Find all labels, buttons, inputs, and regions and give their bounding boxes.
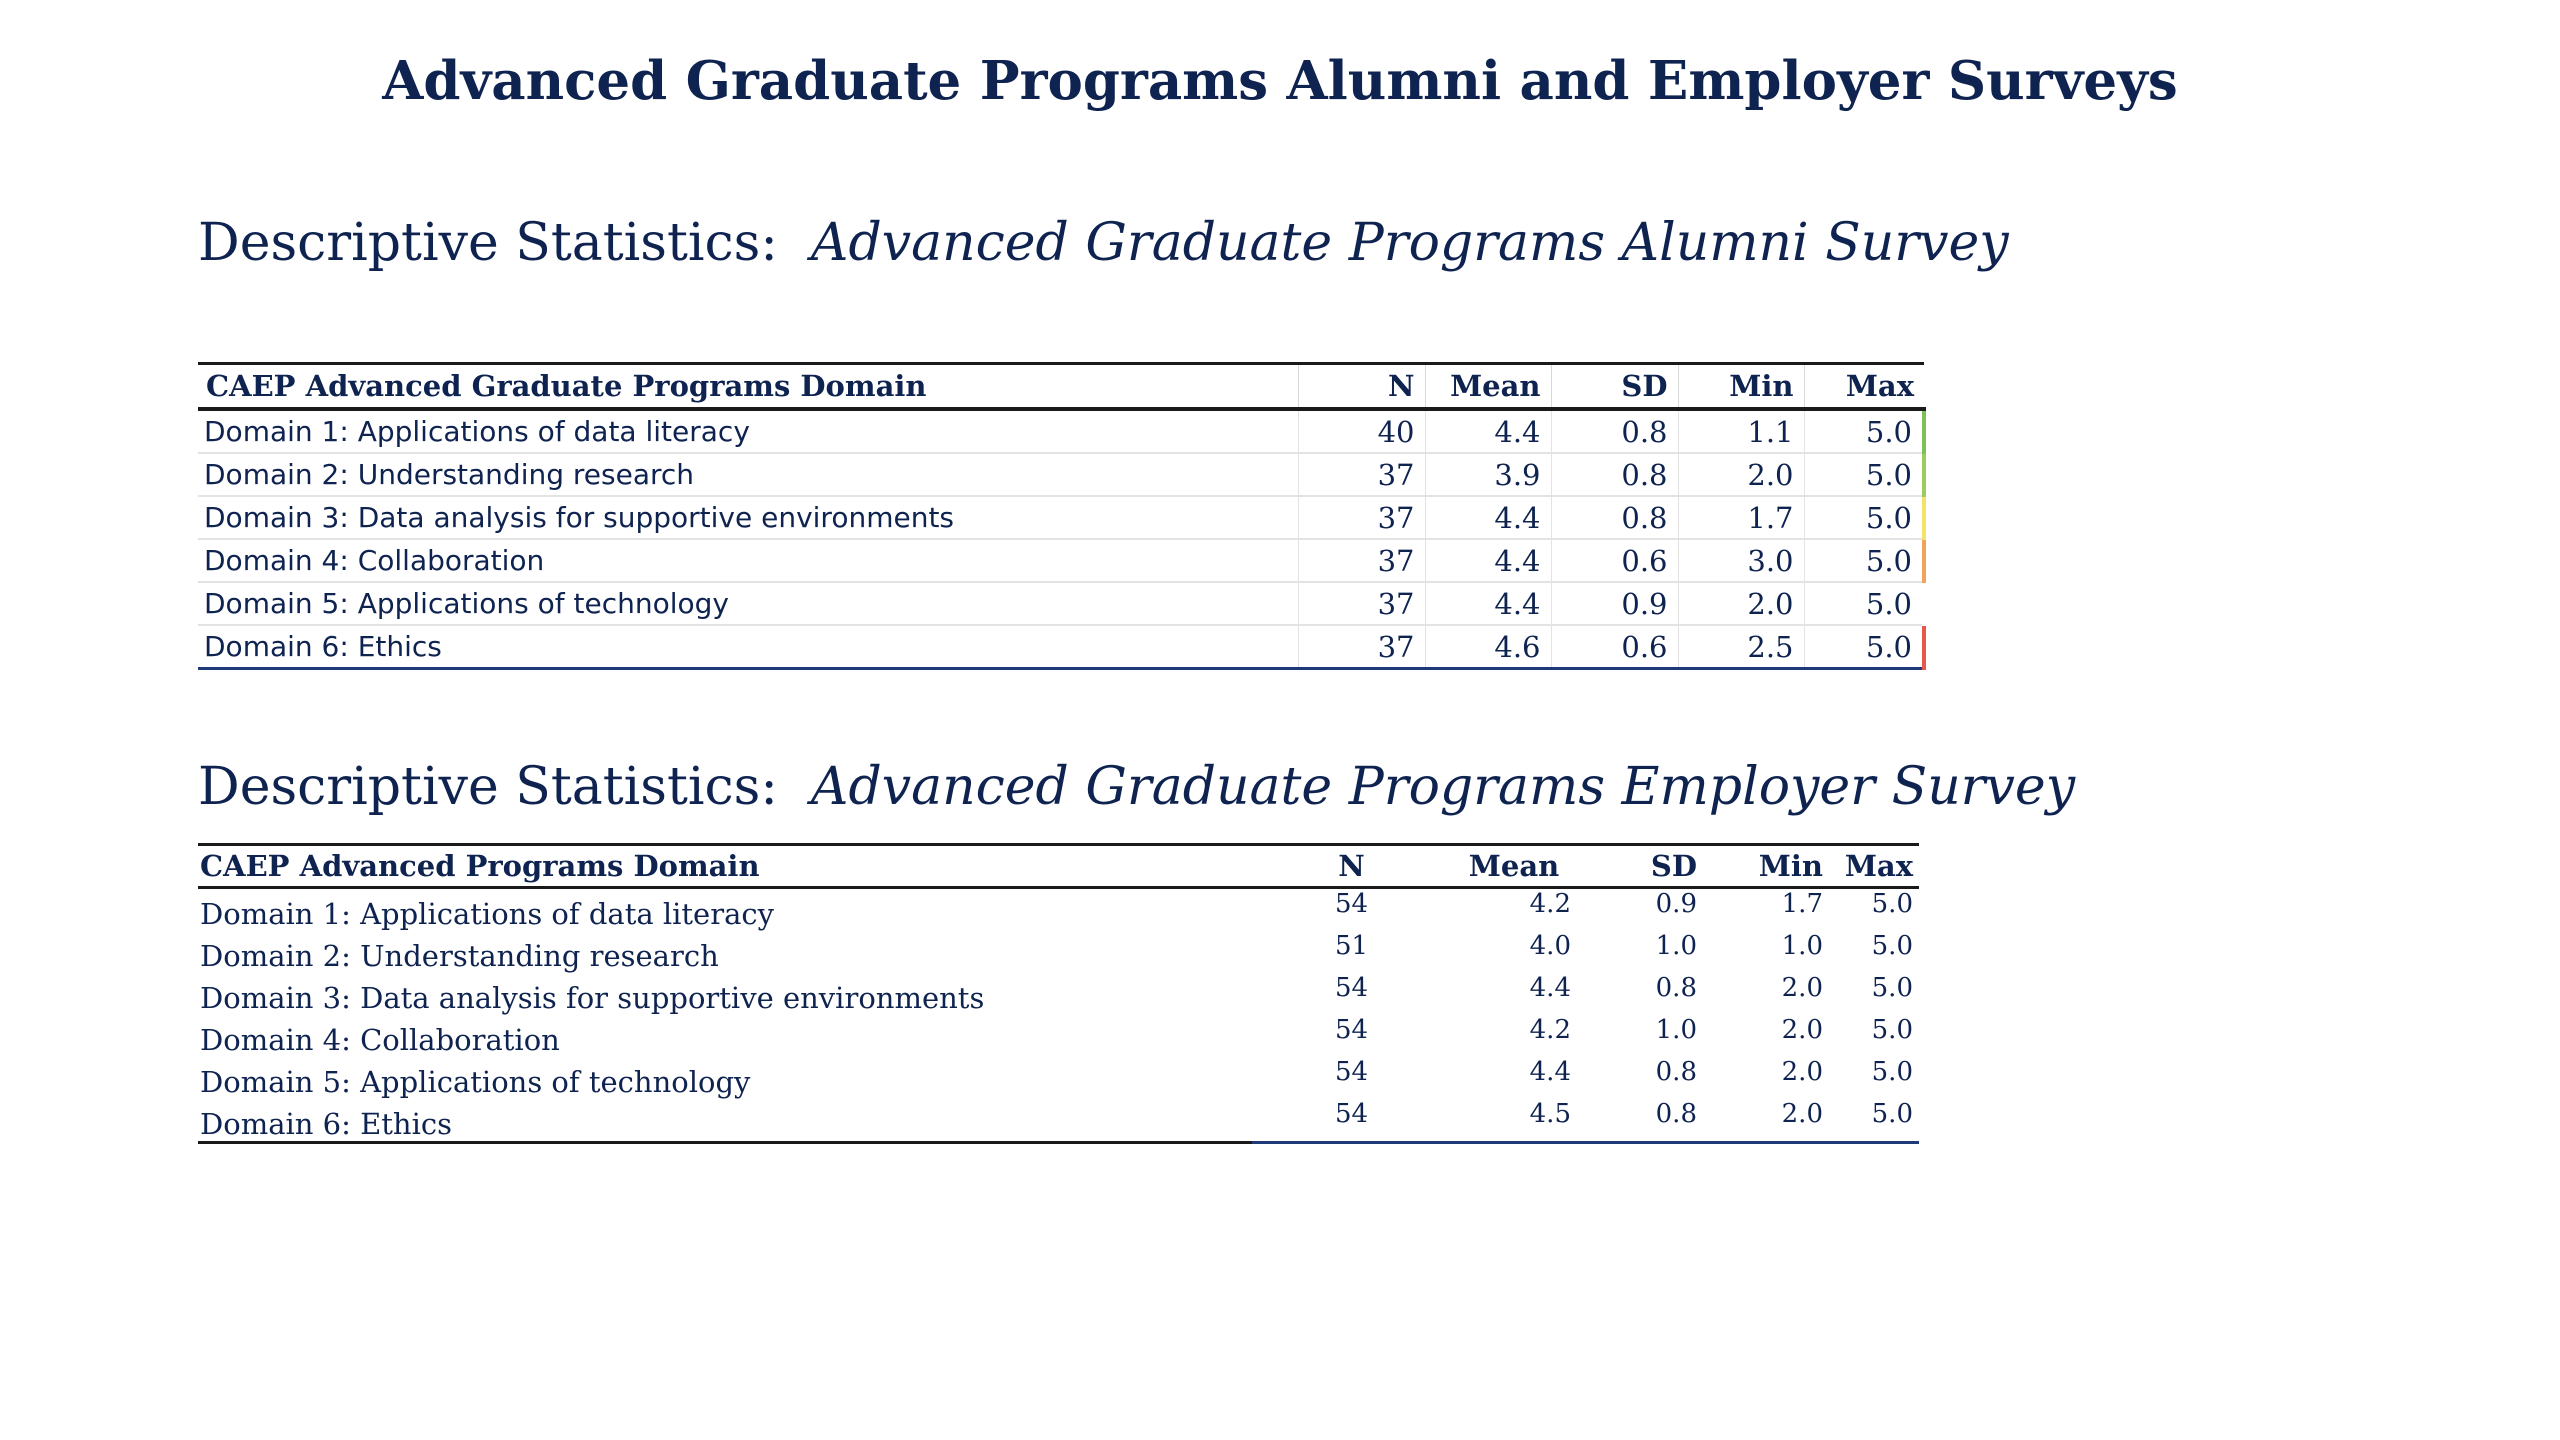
domain-cell: Domain 5: Applications of technology	[198, 582, 1298, 625]
min-cell: 2.0	[1781, 973, 1823, 1003]
table-header-row	[198, 364, 1924, 410]
table-row	[198, 453, 1924, 496]
n-cell: 54	[1334, 1015, 1369, 1045]
table-row	[198, 973, 1919, 1015]
mean-cell: 4.4	[1425, 496, 1551, 539]
n-cell: 54	[1252, 1099, 1451, 1143]
alumni-survey-name: Advanced Graduate Programs Alumni Survey	[810, 213, 2009, 273]
mean-cell: 4.6	[1425, 625, 1551, 669]
sd-cell: 0.6	[1551, 539, 1678, 582]
sd-cell: 0.8	[1655, 1057, 1697, 1087]
table-row	[198, 539, 1924, 582]
max-cell: 5.0	[1804, 453, 1924, 496]
n-cell: 54	[1334, 889, 1369, 919]
max-cell: 5.0	[1871, 889, 1913, 919]
column-header-mean: Mean	[1451, 845, 1577, 888]
domain-cell: Domain 6: Ethics	[198, 625, 1298, 669]
sd-cell: 0.8	[1577, 1099, 1703, 1143]
domain-cell: Domain 2: Understanding research	[200, 939, 719, 973]
employer-section-heading	[198, 757, 2075, 817]
min-cell: 2.5	[1678, 625, 1804, 669]
mean-cell: 4.5	[1451, 1099, 1577, 1143]
min-cell: 3.0	[1678, 539, 1804, 582]
mean-cell: 4.4	[1529, 973, 1571, 1003]
min-cell: 1.7	[1781, 889, 1823, 919]
domain-cell: Domain 1: Applications of data literacy	[200, 897, 774, 931]
min-cell: 2.0	[1678, 582, 1804, 625]
heading-prefix: Descriptive Statistics:	[198, 213, 778, 273]
domain-cell: Domain 3: Data analysis for supportive environments	[198, 496, 1298, 539]
n-cell: 54	[1334, 1057, 1369, 1087]
table-row	[198, 582, 1924, 625]
max-cell: 5.0	[1804, 625, 1924, 669]
n-cell: 37	[1298, 625, 1425, 669]
column-header-mean: Mean	[1425, 364, 1551, 410]
mean-cell: 4.2	[1529, 889, 1571, 919]
heading-prefix: Descriptive Statistics:	[198, 757, 778, 817]
min-cell: 1.1	[1678, 409, 1804, 453]
column-header-min: Min	[1678, 364, 1804, 410]
alumni-stats-table	[198, 362, 1926, 670]
column-header-max: Max	[1804, 364, 1924, 410]
column-header-sd: SD	[1551, 364, 1678, 410]
n-cell: 40	[1298, 409, 1425, 453]
domain-cell: Domain 2: Understanding research	[198, 453, 1298, 496]
mean-cell: 4.4	[1529, 1057, 1571, 1087]
table-row	[198, 888, 1919, 932]
min-cell: 1.0	[1781, 931, 1823, 961]
min-cell: 2.0	[1781, 1015, 1823, 1045]
min-cell: 2.0	[1678, 453, 1804, 496]
column-header-n: N	[1298, 364, 1425, 410]
table-row	[198, 1015, 1919, 1057]
mean-cell: 4.4	[1425, 582, 1551, 625]
column-header-sd: SD	[1577, 845, 1703, 888]
n-cell: 37	[1298, 496, 1425, 539]
sd-cell: 1.0	[1655, 931, 1697, 961]
max-cell: 5.0	[1804, 409, 1924, 453]
max-cell: 5.0	[1871, 1015, 1913, 1045]
column-header-domain: CAEP Advanced Programs Domain	[198, 845, 1252, 888]
table-header-row	[198, 845, 1919, 888]
n-cell: 51	[1334, 931, 1369, 961]
table-row	[198, 409, 1924, 453]
n-cell: 37	[1298, 539, 1425, 582]
min-cell: 2.0	[1703, 1099, 1829, 1143]
max-cell: 5.0	[1829, 1099, 1919, 1143]
sd-cell: 0.6	[1551, 625, 1678, 669]
page-title: Advanced Graduate Programs Alumni and Employer Surveys	[382, 50, 2178, 112]
domain-cell: Domain 5: Applications of technology	[200, 1065, 751, 1099]
max-cell: 5.0	[1871, 973, 1913, 1003]
column-header-min: Min	[1703, 845, 1829, 888]
table-row	[198, 1057, 1919, 1099]
sd-cell: 0.8	[1551, 409, 1678, 453]
column-header-max: Max	[1829, 845, 1919, 888]
min-cell: 2.0	[1781, 1057, 1823, 1087]
n-cell: 54	[1334, 973, 1369, 1003]
domain-cell: Domain 4: Collaboration	[198, 539, 1298, 582]
table-row	[198, 496, 1924, 539]
mean-cell: 4.4	[1425, 539, 1551, 582]
mean-cell: 4.2	[1529, 1015, 1571, 1045]
table-row	[198, 931, 1919, 973]
mean-cell: 3.9	[1425, 453, 1551, 496]
domain-cell: Domain 4: Collaboration	[200, 1023, 560, 1057]
n-cell: 37	[1298, 582, 1425, 625]
employer-stats-table	[198, 843, 1919, 1144]
domain-cell: Domain 6: Ethics	[198, 1099, 1252, 1143]
sd-cell: 0.9	[1655, 889, 1697, 919]
n-cell: 37	[1298, 453, 1425, 496]
max-cell: 5.0	[1871, 931, 1913, 961]
domain-cell: Domain 3: Data analysis for supportive environments	[200, 981, 985, 1015]
min-cell: 1.7	[1678, 496, 1804, 539]
mean-cell: 4.0	[1529, 931, 1571, 961]
sd-cell: 0.8	[1551, 453, 1678, 496]
sd-cell: 0.9	[1551, 582, 1678, 625]
domain-cell: Domain 1: Applications of data literacy	[198, 409, 1298, 453]
sd-cell: 1.0	[1655, 1015, 1697, 1045]
table-row	[198, 1099, 1919, 1143]
column-header-n: N	[1252, 845, 1451, 888]
column-header-domain: CAEP Advanced Graduate Programs Domain	[198, 364, 1298, 410]
max-cell: 5.0	[1871, 1057, 1913, 1087]
sd-cell: 0.8	[1551, 496, 1678, 539]
alumni-section-heading	[198, 213, 2009, 273]
mean-cell: 4.4	[1425, 409, 1551, 453]
max-cell: 5.0	[1804, 496, 1924, 539]
max-cell: 5.0	[1804, 539, 1924, 582]
max-cell: 5.0	[1804, 582, 1924, 625]
sd-cell: 0.8	[1655, 973, 1697, 1003]
employer-survey-name: Advanced Graduate Programs Employer Survey	[810, 757, 2076, 817]
table-row	[198, 625, 1924, 669]
